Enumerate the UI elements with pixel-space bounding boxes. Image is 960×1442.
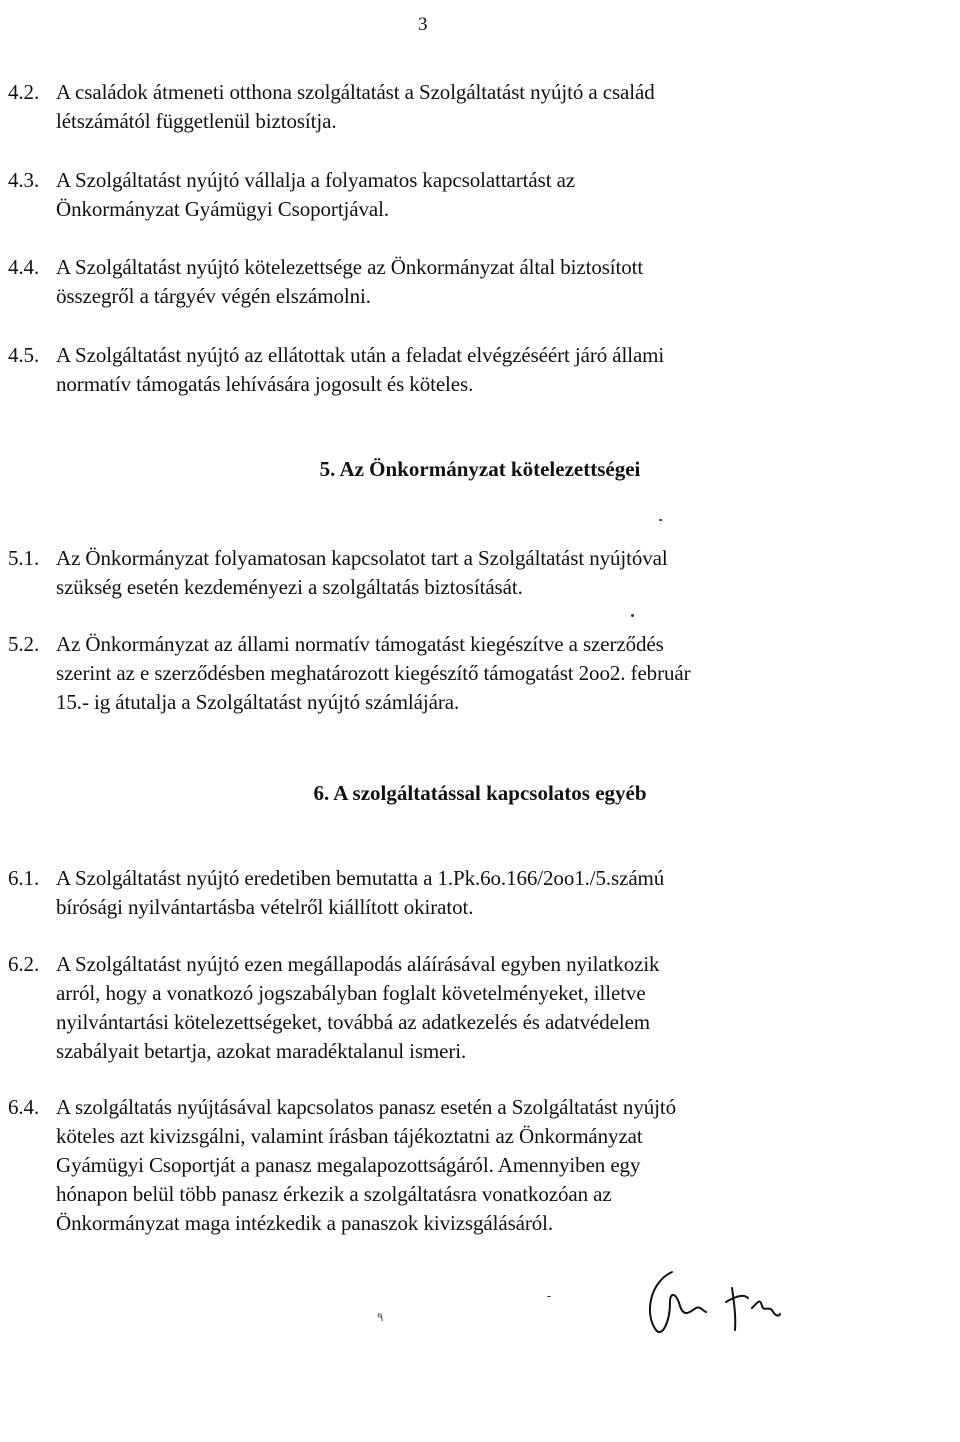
paragraph-4-5 [8,341,908,399]
paragraph-line: A szolgáltatás nyújtásával kapcsolatos panasz esetén a Szolgáltatást nyújtó [56,1095,676,1119]
paragraph-4-3 [8,166,908,224]
paragraph-5-2 [8,630,908,717]
paragraph-number: 6.4. [8,1095,40,1119]
paragraph-line: arról, hogy a vonatkozó jogszabályban foglalt követelményeket, illetve [56,981,646,1005]
section-6-heading: 6. A szolgáltatással kapcsolatos egyéb [313,781,647,805]
paragraph-line: nyilvántartási kötelezettségeket, továbbá az adatkezelés és adatvédelem [56,1010,651,1034]
paragraph-line: hónapon belül több panasz érkezik a szolgáltatásra vonatkozóan az [56,1182,612,1206]
paragraph-line: A Szolgáltatást nyújtó kötelezettsége az Önkormányzat által biztosított [56,255,644,279]
paragraph-line: szükség esetén kezdeményezi a szolgáltatás biztosítását. [56,575,523,599]
paragraph-line: Az Önkormányzat az állami normatív támogatást kiegészítve a szerződés [56,632,664,656]
paragraph-6-4 [8,1093,908,1238]
paragraph-number: 4.4. [8,255,40,279]
paragraph-line: A Szolgáltatást nyújtó az ellátottak után a feladat elvégzéséért járó állami [56,343,665,367]
paragraph-number: 5.1. [8,546,40,570]
paragraph-line: A Szolgáltatást nyújtó eredetiben bemutatta a 1.Pk.6o.166/2oo1./5.számú [56,866,665,890]
paragraph-4-2 [8,78,908,136]
paragraph-number: 4.5. [8,343,40,367]
paragraph-line: A Szolgáltatást nyújtó ezen megállapodás aláírásával egyben nyilatkozik [56,952,660,976]
paragraph-number: 4.2. [8,80,40,104]
paragraph-line: A családok átmeneti otthona szolgáltatást a Szolgáltatást nyújtó a család [56,80,655,104]
paragraph-line: normatív támogatás lehívására jogosult és köteles. [56,372,474,396]
scan-speck [659,519,662,521]
scan-speck [631,614,634,617]
bottom-mark: ٩ [377,1310,384,1324]
paragraph-line: 15.- ig átutalja a Szolgáltatást nyújtó számlájára. [56,690,460,714]
paragraph-line: szabályait betartja, azokat maradéktalanul ismeri. [56,1039,467,1063]
paragraph-line: összegről a tárgyév végén elszámolni. [56,284,371,308]
paragraph-number: 6.1. [8,866,40,890]
paragraph-number: 6.2. [8,952,40,976]
paragraph-number: 4.3. [8,168,40,192]
paragraph-line: létszámától függetlenül biztosítja. [56,109,337,133]
paragraph-line: A Szolgáltatást nyújtó vállalja a folyamatos kapcsolattartást az [56,168,576,192]
paragraph-6-1 [8,864,908,922]
paragraph-line: bírósági nyilvántartásba vételről kiállított okiratot. [56,895,474,919]
page-number: 3 [418,14,428,35]
section-5-heading: 5. Az Önkormányzat kötelezettségei [319,457,641,481]
signature [640,1262,790,1342]
paragraph-line: Gyámügyi Csoportját a panasz megalapozottságáról. Amennyiben egy [56,1153,641,1177]
paragraph-5-1 [8,544,908,602]
paragraph-line: Önkormányzat Gyámügyi Csoportjával. [56,197,390,221]
paragraph-6-2 [8,950,908,1066]
paragraph-line: Önkormányzat maga intézkedik a panaszok kivizsgálásáról. [56,1211,554,1235]
scan-speck [547,1296,551,1297]
paragraph-line: Az Önkormányzat folyamatosan kapcsolatot tart a Szolgáltatást nyújtóval [56,546,668,570]
paragraph-line: szerint az e szerződésben meghatározott kiegészítő támogatást 2oo2. február [56,661,691,685]
paragraph-line: köteles azt kivizsgálni, valamint írásban tájékoztatni az Önkormányzat [56,1124,643,1148]
paragraph-number: 5.2. [8,632,40,656]
paragraph-4-4 [8,253,908,311]
